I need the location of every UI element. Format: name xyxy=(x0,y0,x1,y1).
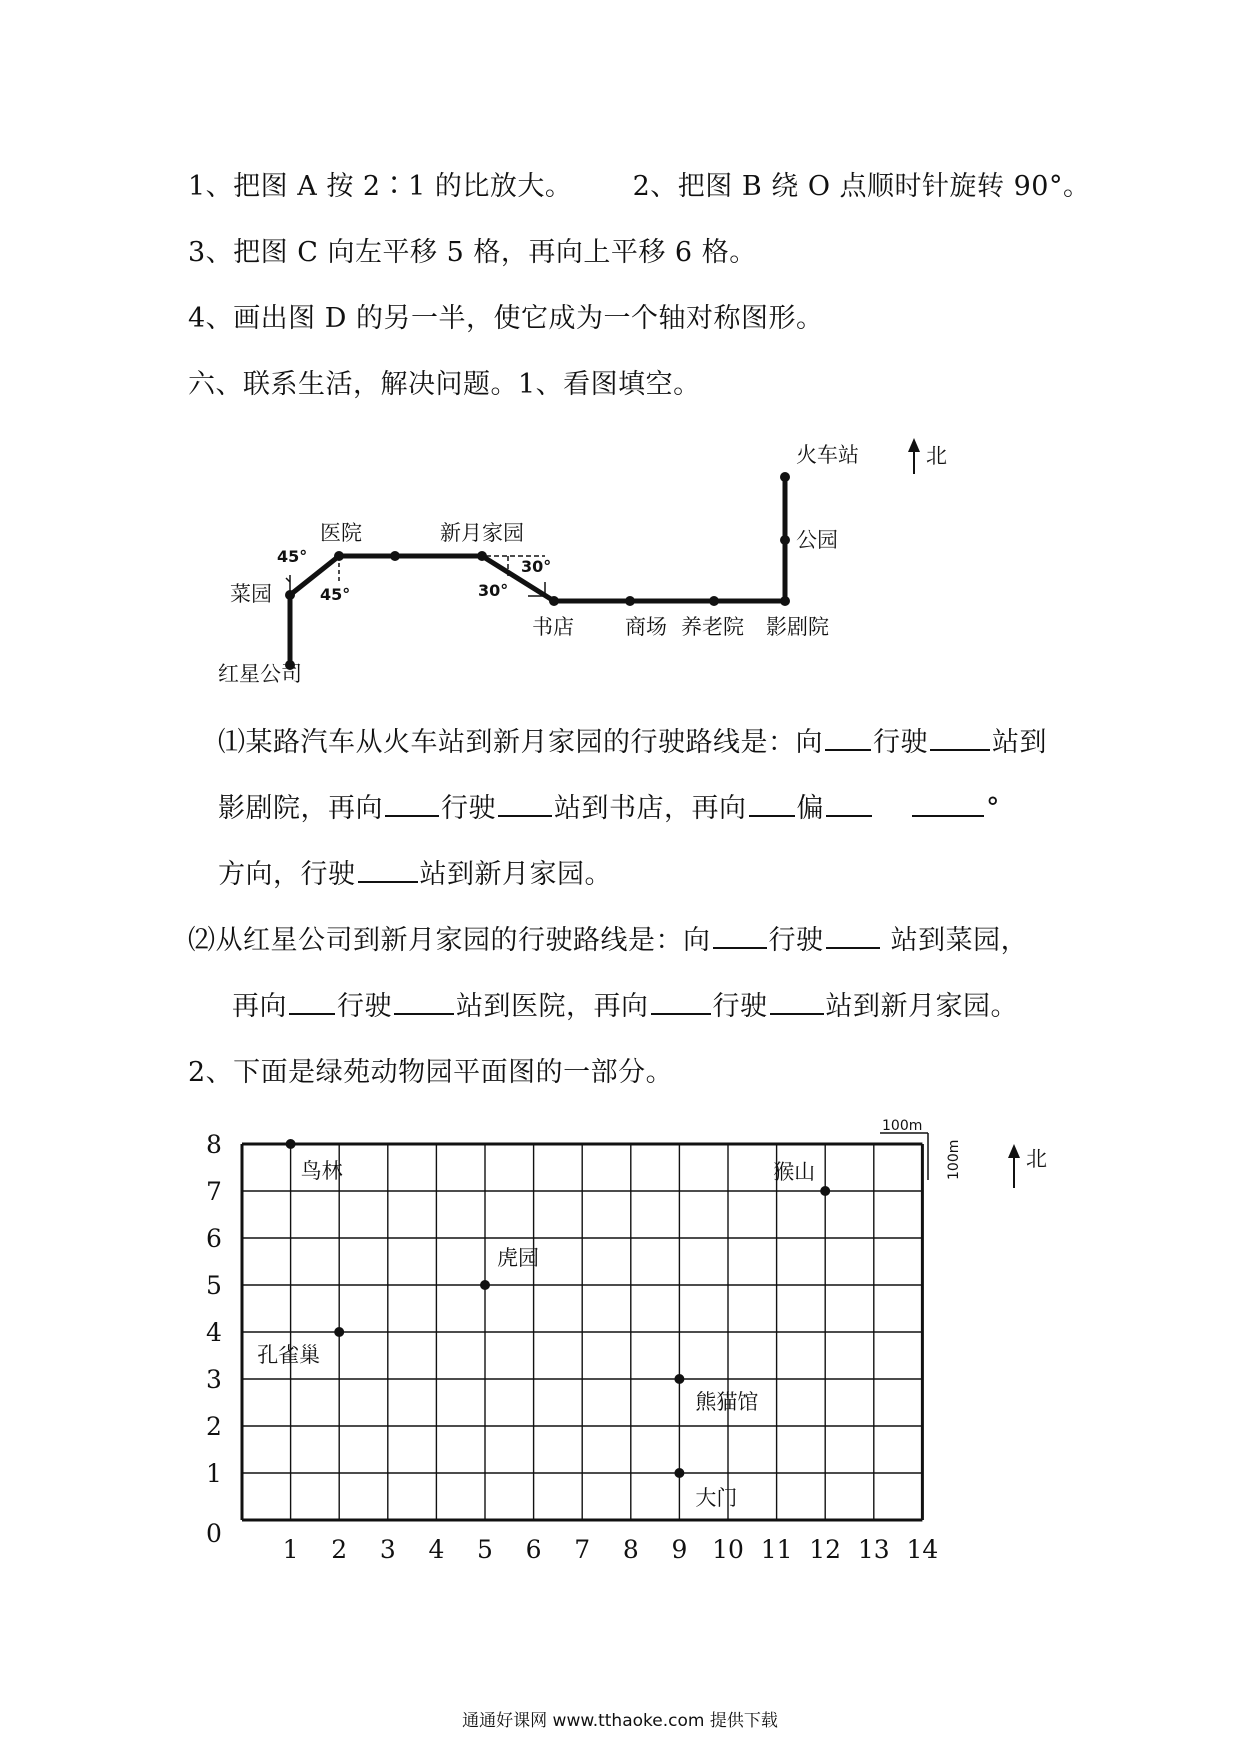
zoo-north-label: 北 xyxy=(1026,1147,1047,1171)
x-tick-label: 5 xyxy=(477,1535,493,1564)
x-tick-label: 2 xyxy=(331,1535,348,1564)
task-3: 3、把图 C 向左平移 5 格，再向上平移 6 格。 xyxy=(188,237,757,268)
x-tick-label: 11 xyxy=(760,1535,793,1564)
task-4: 4、画出图 D 的另一半，使它成为一个轴对称图形。 xyxy=(188,303,824,334)
task-2-zoo-heading: 2、下面是绿苑动物园平面图的一部分。 xyxy=(188,1057,674,1088)
x-tick-label: 3 xyxy=(379,1535,396,1564)
zoo-north-arrow-icon xyxy=(1008,1144,1020,1188)
label-hongxing: 红星公司 xyxy=(218,662,302,686)
zoo-point-label: 孔雀巢 xyxy=(257,1343,321,1367)
y-tick-label: 7 xyxy=(206,1177,222,1206)
y-tick-label: 8 xyxy=(206,1130,222,1159)
label-nursing-home: 养老院 xyxy=(681,615,744,639)
q1-line-2: 影剧院，再向 行驶 站到书店，再向 偏 ° xyxy=(218,793,1000,824)
angle-label-1: 45° xyxy=(277,547,308,566)
x-tick-label: 9 xyxy=(671,1535,688,1564)
zoo-point-label: 虎园 xyxy=(497,1246,539,1270)
label-mall: 商场 xyxy=(625,615,667,639)
label-park: 公园 xyxy=(796,528,838,552)
x-tick-label: 7 xyxy=(574,1535,591,1564)
zoo-point-label: 熊猫馆 xyxy=(695,1390,759,1414)
y-tick-label: 1 xyxy=(206,1459,222,1488)
angle-label-3: 30° xyxy=(521,557,552,576)
label-bookstore: 书店 xyxy=(532,615,574,639)
task-1: 1、把图 A 按 2∶1 的比放大。 xyxy=(188,171,573,202)
x-tick-label: 13 xyxy=(857,1535,890,1564)
y-tick-label: 2 xyxy=(206,1412,222,1441)
x-tick-label: 4 xyxy=(428,1535,445,1564)
label-theater: 影剧院 xyxy=(766,615,829,639)
zoo-point-label: 猴山 xyxy=(773,1160,816,1184)
zoo-point-dot xyxy=(480,1280,490,1290)
angle-label-2: 45° xyxy=(320,585,351,604)
scale-horizontal-label: 100m xyxy=(882,1118,923,1134)
y-tick-label: 6 xyxy=(206,1224,222,1253)
zoo-point-dot xyxy=(286,1139,296,1149)
y-tick-label: 4 xyxy=(206,1318,222,1347)
section-6-heading: 六、联系生活，解决问题。1、看图填空。 xyxy=(188,369,701,400)
q1-line-1: ⑴某路汽车从火车站到新月家园的行驶路线是：向 行驶 站到 xyxy=(218,727,1047,758)
x-tick-label: 10 xyxy=(712,1535,744,1564)
q1-line-3: 方向，行驶 站到新月家园。 xyxy=(218,859,612,890)
label-vegetable-garden: 菜园 xyxy=(230,582,272,606)
label-train-station: 火车站 xyxy=(796,443,859,467)
label-hospital: 医院 xyxy=(320,521,362,545)
x-tick-label: 12 xyxy=(809,1535,842,1564)
zoo-point-label: 鸟林 xyxy=(300,1159,343,1183)
route-north-label: 北 xyxy=(926,444,947,468)
zoo-points xyxy=(257,1139,830,1510)
q2-line-2: 再向 行驶 站到医院，再向 行驶 站到新月家园。 xyxy=(232,991,1018,1022)
scale-bar xyxy=(880,1133,928,1180)
zoo-point-dot xyxy=(674,1374,684,1384)
zoo-point-dot xyxy=(334,1327,344,1337)
x-tick-label: 14 xyxy=(906,1535,939,1564)
x-tick-label: 0 xyxy=(206,1519,222,1548)
task-2: 2、把图 B 绕 O 点顺时针旋转 90°。 xyxy=(632,171,1091,202)
zoo-point-dot xyxy=(674,1468,684,1478)
label-xinyue: 新月家园 xyxy=(440,521,524,545)
q2-line-1: ⑵从红星公司到新月家园的行驶路线是：向 行驶 站到菜园， xyxy=(188,925,1029,956)
x-tick-label: 6 xyxy=(525,1535,542,1564)
scale-vertical-label: 100m xyxy=(946,1139,962,1180)
x-tick-label: 1 xyxy=(282,1535,299,1564)
zoo-point-dot xyxy=(820,1186,830,1196)
y-tick-label: 5 xyxy=(206,1271,222,1300)
zoo-point-label: 大门 xyxy=(695,1486,738,1510)
footer: 通通好课网 www.tthaoke.com 提供下载 xyxy=(462,1711,778,1731)
y-tick-label: 3 xyxy=(206,1365,222,1394)
x-tick-label: 8 xyxy=(622,1535,639,1564)
angle-label-4: 30° xyxy=(478,581,509,600)
